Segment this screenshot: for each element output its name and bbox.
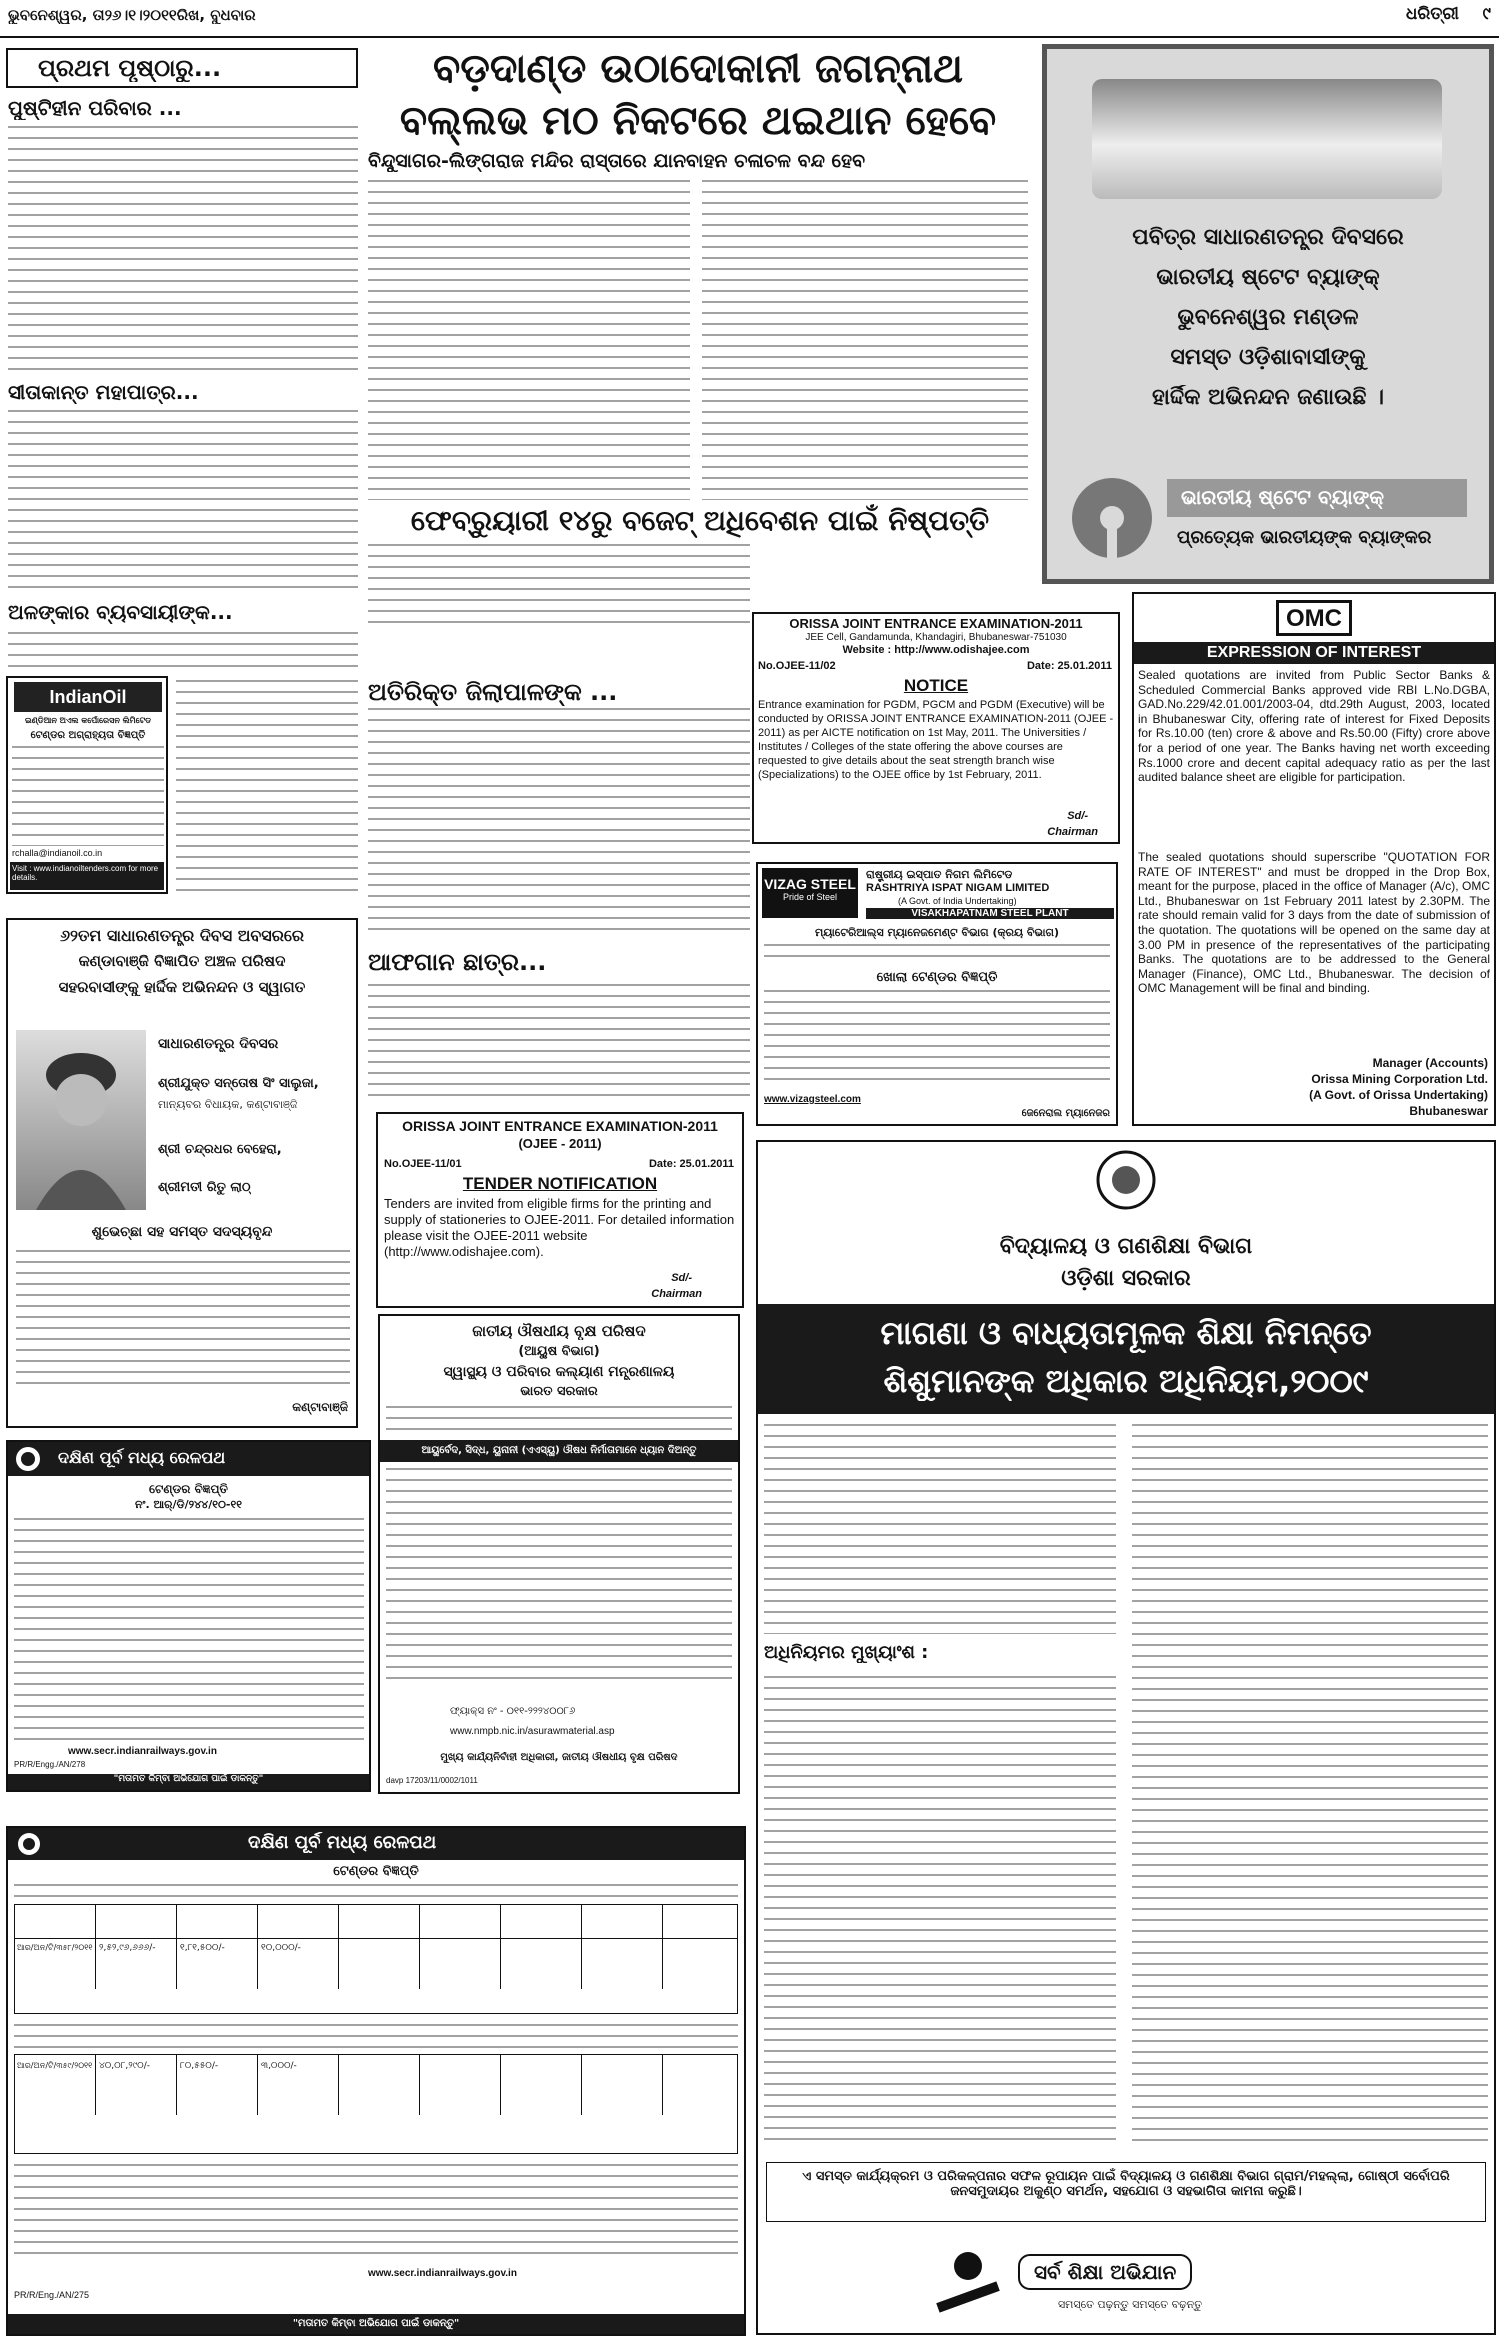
dateline: ଭୁବନେଶ୍ୱର, ତା୨୬।୧।୨୦୧୧ରିଖ, ବୁଧବାର xyxy=(8,6,256,24)
railway-logo-icon xyxy=(14,1445,42,1473)
vizag-web[interactable]: www.vizagsteel.com xyxy=(764,1094,861,1105)
railway2-notice: ଟେଣ୍ଡର ବିଜ୍ଞପ୍ତି xyxy=(333,1864,419,1879)
greeting-council: କଣ୍ଡାବାଞ୍ଜି ବିଜ୍ଞାପିତ ଅଞ୍ଚଳ ପରିଷଦ xyxy=(78,952,286,970)
vizag-line4: VISAKHAPATNAM STEEL PLANT xyxy=(866,908,1114,919)
first-page-continued-label xyxy=(6,48,358,88)
education-logo: ସର୍ବ ଶିକ୍ଷା ଅଭିଯାନ xyxy=(1018,2254,1192,2290)
greeting-line1: ସାଧାରଣତନ୍ତ୍ର ଦିବସର xyxy=(158,1036,279,1052)
railway2-intro-1 xyxy=(14,1884,738,1898)
omc-sign3: (A Govt. of Orissa Undertaking) xyxy=(1309,1088,1488,1102)
railway2-terms xyxy=(14,2164,738,2260)
vizag-line1: ରାଷ୍ଟ୍ରୀୟ ଇସ୍ପାତ ନିଗମ ଲିମିଟେଡ xyxy=(866,868,1013,881)
masthead xyxy=(0,0,1499,38)
medicinal-l3: ସ୍ୱାସ୍ଥ୍ୟ ଓ ପରିବାର କଲ୍ୟାଣ ମନ୍ତ୍ରଣାଳୟ xyxy=(443,1364,675,1380)
railway-title-bar xyxy=(8,1442,369,1476)
railway2-slogan: "ମତାମତ କିମ୍ବା ଅଭିଯୋଗ ପାଇଁ ଡାକନ୍ତୁ" xyxy=(8,2314,744,2334)
lead-body-col1 xyxy=(368,180,690,500)
education-banner-1: ମାଗଣା ଓ ବାଧ୍ୟତାମୂଳକ ଶିକ୍ଷା ନିମନ୍ତେ xyxy=(880,1314,1372,1352)
medicinal-footer: ମୁଖ୍ୟ କାର୍ଯ୍ୟନିର୍ବାହୀ ଅଧିକାରୀ, ଜାତୀୟ ଔଷଧୀୟ ବୃକ୍ଷ ପରିଷଦ xyxy=(440,1752,678,1763)
table1-header xyxy=(15,1905,738,1939)
ojee2-date: Date: 25.01.2011 xyxy=(648,1158,734,1170)
indianoil-visit[interactable]: Visit : www.indianoiltenders.com for more details. xyxy=(10,862,164,890)
indianoil-ad xyxy=(6,676,168,894)
ojee1-no: No.OJEE-11/02 xyxy=(758,660,836,672)
republic-day-greeting-ad xyxy=(6,918,358,1428)
vizag-line3: (A Govt. of India Undertaking) xyxy=(898,896,1017,906)
collector-headline: ଅତିରିକ୍ତ ଜିଲାପାଳଙ୍କ ... xyxy=(368,678,618,706)
omc-ad xyxy=(1132,592,1496,1126)
railway2-website[interactable]: www.secr.indianrailways.gov.in xyxy=(368,2268,517,2279)
omc-title: EXPRESSION OF INTEREST xyxy=(1134,642,1494,664)
ojee1-heading: NOTICE xyxy=(903,676,969,695)
table2-row xyxy=(15,2055,738,2115)
medicinal-ref: davp 17203/11/0002/1011 xyxy=(386,1776,478,1785)
medicinal-body xyxy=(386,1468,732,1688)
sbi-line5: ହାର୍ଦ୍ଦିକ ଅଭିନନ୍ଦନ ଜଣାଉଛି । xyxy=(1152,385,1384,410)
table2-cell-no: ଆର/ଅନ/ଟି/୩୫୯/୨୦୧୧ xyxy=(17,2061,93,2070)
ojee-tender-ad xyxy=(376,1112,744,1308)
greeting-sub: ସହରବାସୀଙ୍କୁ ହାର୍ଦ୍ଦିକ ଅଭିନନ୍ଦନ ଓ ସ୍ୱାଗତ xyxy=(58,978,306,996)
ojee1-sign2: Chairman xyxy=(1047,826,1098,838)
table1-row xyxy=(15,1939,738,1989)
ojee2-body: Tenders are invited from eligible firms for the printing and supply of stationeries to OJEE-2011. For detailed information please visit the OJEE-2011 website (http://www.odishajee.com). xyxy=(384,1196,735,1259)
story-sitakant-body xyxy=(8,410,358,595)
sbi-brand: ଭାରତୀୟ ଷ୍ଟେଟ ବ୍ୟାଙ୍କ୍ xyxy=(1181,485,1385,509)
ojee2-sign2: Chairman xyxy=(651,1288,702,1300)
omc-body2: The sealed quotations should superscribe "QUOTATION FOR RATE OF INTEREST" and must be dropped in the Drop Box, meant for the purpose, placed in the office of Manager (A/c), OMC Ltd., Bhubaneswar on 1st February 2011 latest by 2.30PM. The rate should remain valid for 3 days from the date of submission of the quotation. The quotations will be opened on the same day at 3.00 PM in presence of the representatives of the participating Banks. The quotations are to be addressed to the General Manager (Finance), OMC Ltd., Bhubaneswar. The decision of OMC Management will be final and binding. xyxy=(1138,850,1490,996)
omc-sign4: Bhubaneswar xyxy=(1409,1104,1488,1118)
story-malnourished-family-body xyxy=(8,126,358,371)
greeting-footer: ଶୁଭେଚ୍ଛା ସହ ସମସ୍ତ ସଦସ୍ୟବୃନ୍ଦ xyxy=(91,1224,273,1240)
ojee2-heading: TENDER NOTIFICATION xyxy=(462,1174,658,1193)
greeting-line3: ମାନ୍ୟବର ବିଧାୟକ, କଣ୍ଟାବାଞ୍ଜି xyxy=(158,1098,298,1111)
education-bottom: ଏ ସମସ୍ତ କାର୍ଯ୍ୟକ୍ରମ ଓ ପରିକଳ୍ପନାର ସଫଳ ରୂପାୟନ ପାଇଁ ବିଦ୍ୟାଳୟ ଓ ଗଣଶିକ୍ଷା ବିଭାଗ ଗ୍ରାମ/ମହଲ୍ଲା, ଗୋଷ୍ଠୀ ସର୍ବୋପରି ଜନସମୁଦାୟର ଅକୁଣ୍ଠ ସମର୍ଥନ, ସହଯୋଗ ଓ ସହଭାଗିତା କାମନା କରୁଛି। xyxy=(766,2162,1486,2222)
railway2-ref: PR/R/Eng./AN/275 xyxy=(14,2290,90,2300)
table2-cell-emd: ୮୦,୫୫୦/- xyxy=(180,2061,219,2071)
railway-ref: PR/R/Engg./AN/278 xyxy=(14,1760,86,1769)
education-rte-ad xyxy=(756,1140,1496,2335)
railway-notice-no: ନଂ. ଆର୍/ଡି/୨୪୪/୧୦-୧୧ xyxy=(135,1498,242,1511)
vizag-sign: ଜେନେରାଲ ମ୍ୟାନେଜର xyxy=(1021,1108,1110,1119)
vizag-line2: RASHTRIYA ISPAT NIGAM LIMITED xyxy=(866,882,1050,894)
page-number: ୯ xyxy=(1482,4,1491,24)
ojee2-sub: (OJEE - 2011) xyxy=(518,1136,602,1151)
railway2-logo-icon xyxy=(16,1831,42,1857)
railway2-table-1 xyxy=(14,1904,738,2014)
ojee1-body: Entrance examination for PGDM, PGCM and PGDM (Executive) will be conducted by ORISSA JOINT ENTRANCE EXAMINATION-2011 (OJEE - 2011) as per AICTE notification on 1st May, 2011. The Universities / Institutes / Colleges of the state offering the above courses are requested to give details about the seat strength branch wise (Specializations) to the OJEE office by 1st February, 2011. xyxy=(758,699,1114,781)
sbi-ad xyxy=(1042,44,1494,584)
mla-photo xyxy=(16,1030,146,1210)
greeting-line4: ଶ୍ରୀ ଚନ୍ଦ୍ରଧର ବେହେରା, xyxy=(158,1142,282,1157)
education-features-left xyxy=(764,1676,1116,2146)
sbi-line2: ଭାରତୀୟ ଷ୍ଟେଟ ବ୍ୟାଙ୍କ୍ xyxy=(1156,265,1380,290)
medicinal-fax: ଫ୍ୟାକ୍ସ ନଂ - ୦୧୧-୨୨୨୪୦୦୮୬ xyxy=(450,1706,576,1717)
medicinal-l1: ଜାତୀୟ ଔଷଧୀୟ ବୃକ୍ଷ ପରିଷଦ xyxy=(472,1322,646,1340)
member-list xyxy=(16,1250,350,1390)
railway-slogan: "ମତାମତ କିମ୍ବା ଅଭିଯୋଗ ପାଇଁ ଡାକନ୍ତୁ" xyxy=(8,1774,369,1790)
ojee1-sign1: Sd/- xyxy=(1067,810,1088,822)
story-jewellers-headline: ଅଳଙ୍କାର ବ୍ୟବସାୟୀଙ୍କ... xyxy=(8,600,233,624)
indianoil-logo xyxy=(14,682,162,712)
education-govt: ଓଡ଼ିଶା ସରକାର xyxy=(1061,1266,1191,1291)
lead-headline-1: ବଡ଼ଦାଣ୍ଡ ଉଠାଦୋକାନୀ ଜଗନ୍ନାଥ xyxy=(432,46,964,92)
railway-title: ଦକ୍ଷିଣ ପୂର୍ବ ମଧ୍ୟ ରେଳପଥ xyxy=(58,1448,226,1467)
odisha-emblem-icon xyxy=(1094,1148,1158,1212)
ojee2-title: ORISSA JOINT ENTRANCE EXAMINATION-2011 xyxy=(402,1118,718,1134)
education-features-heading: ଅଧିନିୟମର ମୁଖ୍ୟାଂଶ : xyxy=(764,1642,929,1663)
pencil-child-icon xyxy=(928,2242,1008,2322)
education-logo-sub: ସମସ୍ତେ ପଢ଼ନ୍ତୁ ସମସ୍ତେ ବଢ଼ନ୍ତୁ xyxy=(1058,2298,1203,2311)
ojee1-title: ORISSA JOINT ENTRANCE EXAMINATION-2011 xyxy=(789,616,1083,631)
lead-body-col2 xyxy=(702,180,1028,500)
medicinal-web[interactable]: www.nmpb.nic.in/asurawmaterial.asp xyxy=(450,1726,615,1737)
flag-graphic xyxy=(1092,79,1442,199)
education-intro xyxy=(764,1424,1116,1634)
railway-website[interactable]: www.secr.indianrailways.gov.in xyxy=(68,1746,217,1757)
table1-cell-no: ଆର/ଅନ/ଟି/୩୫୮/୨୦୧୧ xyxy=(17,1943,93,1952)
story-jewellers-body xyxy=(8,632,358,672)
vizag-logo-sub: Pride of Steel xyxy=(782,892,838,902)
budget-body xyxy=(368,544,750,624)
table1-cell-value: ୨,୫୨,୯୬,୬୬୬/- xyxy=(99,1943,156,1953)
ojee1-cell: JEE Cell, Gandamunda, Khandagiri, Bhubaneswar-751030 xyxy=(805,632,1067,643)
vizag-contact xyxy=(764,944,1110,966)
education-banner-2: ଶିଶୁମାନଙ୍କ ଅଧିକାର ଅଧିନିୟମ,୨୦୦୯ xyxy=(883,1362,1369,1400)
ojee1-website[interactable]: Website : http://www.odishajee.com xyxy=(842,644,1030,656)
greeting-head: ୬୨ତମ ସାଧାରଣତନ୍ତ୍ର ଦିବସ ଅବସରରେ xyxy=(59,926,305,945)
sbi-line1: ପବିତ୍ର ସାଧାରଣତନ୍ତ୍ର ଦିବସରେ xyxy=(1132,225,1404,250)
omc-body: Sealed quotations are invited from Public Sector Banks & Scheduled Commercial Banks approved vide RBI L.No.DGBA, GAD.No.229/42.01.001/2003-04, dtd.29th August, 2003, located in Bhubaneswar City, offering rate of interest for Fixed Deposits for Rs.10.00 (ten) crore & above and Rs.50.00 (Fifty) crore above for a period of one year. The Banks having net worth exceeding Rs.1000 crore and decent capital adequacy ratio as per the last audited balance sheet are eligible for participation. xyxy=(1138,668,1490,785)
afghan-body xyxy=(368,984,750,1104)
railway2-table-2 xyxy=(14,2054,738,2154)
railway2-title: ଦକ୍ଷିଣ ପୂର୍ବ ମଧ୍ୟ ରେଳପଥ xyxy=(248,1832,437,1853)
greeting-line5: ଶ୍ରୀମତୀ ରିତୁ ଲାଠ୍ xyxy=(158,1180,251,1195)
lead-headline-2: ବଲ୍ଲଭ ମଠ ନିକଟରେ ଥଇଥାନ ହେବେ xyxy=(399,98,997,144)
education-features-right xyxy=(1132,1424,1488,2146)
vizag-logo-text: VIZAG STEEL xyxy=(764,876,856,892)
railway-details xyxy=(14,1518,364,1744)
education-dept: ବିଦ୍ୟାଳୟ ଓ ଗଣଶିକ୍ଷା ବିଭାଗ xyxy=(999,1234,1253,1259)
lead-subhead: ବିନ୍ଦୁସାଗର-ଲିଙ୍ଗରାଜ ମନ୍ଦିର ରାସ୍ତାରେ ଯାନବାହନ ଚଳାଚଳ ବନ୍ଦ ହେବ xyxy=(368,150,866,172)
sbi-logo-icon xyxy=(1067,473,1157,563)
person-icon xyxy=(16,1030,146,1210)
story-jewellers-continued xyxy=(176,680,358,892)
medicinal-plants-ad xyxy=(378,1314,740,1794)
indianoil-logo-text: IndianOil xyxy=(49,687,127,707)
indianoil-details xyxy=(12,746,164,846)
table2-cell-value: ୪୦,୦୮,୨୯୦/- xyxy=(99,2061,150,2071)
story-sitakant-headline: ସୀତାକାନ୍ତ ମହାପାତ୍ର... xyxy=(8,380,199,404)
table1-cell-fee: ୧୦,୦୦୦/- xyxy=(261,1943,301,1953)
omc-sign1: Manager (Accounts) xyxy=(1372,1056,1488,1070)
budget-headline: ଫେବ୍ରୁୟାରୀ ୧୪ରୁ ବଜେଟ୍ ଅଧିବେଶନ ପାଇଁ ନିଷ୍ପତ୍ତି xyxy=(410,504,990,537)
ojee2-sign1: Sd/- xyxy=(671,1272,692,1284)
section-title: ପ୍ରଥମ ପୃଷ୍ଠାରୁ... xyxy=(38,54,222,82)
railway-notice: ଟେଣ୍ଡର ବିଜ୍ଞପ୍ତି xyxy=(149,1482,228,1496)
vizag-notice: ଖୋଲା ଟେଣ୍ଡର ବିଜ୍ଞପ୍ତି xyxy=(876,970,998,985)
railway2-title-bar xyxy=(8,1828,744,1860)
ojee1-date: Date: 25.01.2011 xyxy=(1026,660,1112,672)
table1-cell-emd: ୧,୮୧,୫୦୦/- xyxy=(180,1943,225,1953)
education-banner xyxy=(758,1304,1494,1414)
railway2-intro-2 xyxy=(14,2024,738,2048)
story-malnourished-family-headline: ପୁଷ୍ଟିହୀନ ପରିବାର ... xyxy=(8,96,182,120)
railway-tender-ad-1 xyxy=(6,1440,371,1792)
greeting-place: କଣ୍ଟାବାଞ୍ଜି xyxy=(292,1400,348,1414)
indianoil-company: ଇଣ୍ଡିଆନ ଅଏଲ କର୍ପୋରେସନ ଲିମିଟେଡ xyxy=(24,716,152,725)
indianoil-notice: ଟେଣ୍ଡର ଅଗ୍ରାହ୍ୟତା ବିଜ୍ଞପ୍ତି xyxy=(30,730,146,741)
vizag-dept: ମ୍ୟାଟେରିଆଲ୍ସ ମ୍ୟାନେଜମେଣ୍ଟ ବିଭାଗ (କ୍ରୟ ବିଭାଗ) xyxy=(815,926,1059,939)
medicinal-address xyxy=(386,1406,732,1432)
medicinal-strip: ଆୟୁର୍ବେଦ, ସିଦ୍ଧ, ୟୁନାନୀ (ଏଏସ୍‌ୟୁ) ଔଷଧ ନିର୍ମାତାମାନେ ଧ୍ୟାନ ଦିଅନ୍ତୁ xyxy=(380,1440,738,1462)
sbi-tagline: ପ୍ରତ୍ୟେକ ଭାରତୀୟଙ୍କ ବ୍ୟାଙ୍କର xyxy=(1177,527,1432,548)
sbi-line4: ସମସ୍ତ ଓଡ଼ିଶାବାସୀଙ୍କୁ xyxy=(1170,345,1366,370)
ojee-notice-ad xyxy=(752,612,1120,844)
sbi-brand-bar xyxy=(1167,479,1467,517)
omc-sign2: Orissa Mining Corporation Ltd. xyxy=(1311,1072,1488,1086)
omc-logo: OMC xyxy=(1276,600,1352,636)
afghan-headline: ଆଫଗାନ ଛାତ୍ର... xyxy=(368,948,547,976)
table2-cell-fee: ୩,୦୦୦/- xyxy=(261,2061,297,2071)
railway-tender-ad-2 xyxy=(6,1826,746,2336)
medicinal-l2: (ଆୟୁଷ ବିଭାଗ) xyxy=(518,1344,600,1359)
greeting-line2: ଶ୍ରୀଯୁକ୍ତ ସନ୍ତୋଷ ସିଂ ସାଲୁଜା, xyxy=(158,1076,319,1091)
paper-name: ଧରିତ୍ରୀ xyxy=(1405,4,1459,24)
vizag-logo xyxy=(762,868,858,918)
vizag-details xyxy=(764,990,1110,1088)
indianoil-email[interactable]: rchalla@indianoil.co.in xyxy=(12,848,103,858)
collector-body xyxy=(368,708,750,938)
vizag-steel-ad xyxy=(756,862,1118,1126)
sbi-line3: ଭୁବନେଶ୍ୱର ମଣ୍ଡଳ xyxy=(1177,305,1359,330)
ojee2-no: No.OJEE-11/01 xyxy=(384,1158,462,1170)
medicinal-l4: ଭାରତ ସରକାର xyxy=(520,1384,598,1399)
